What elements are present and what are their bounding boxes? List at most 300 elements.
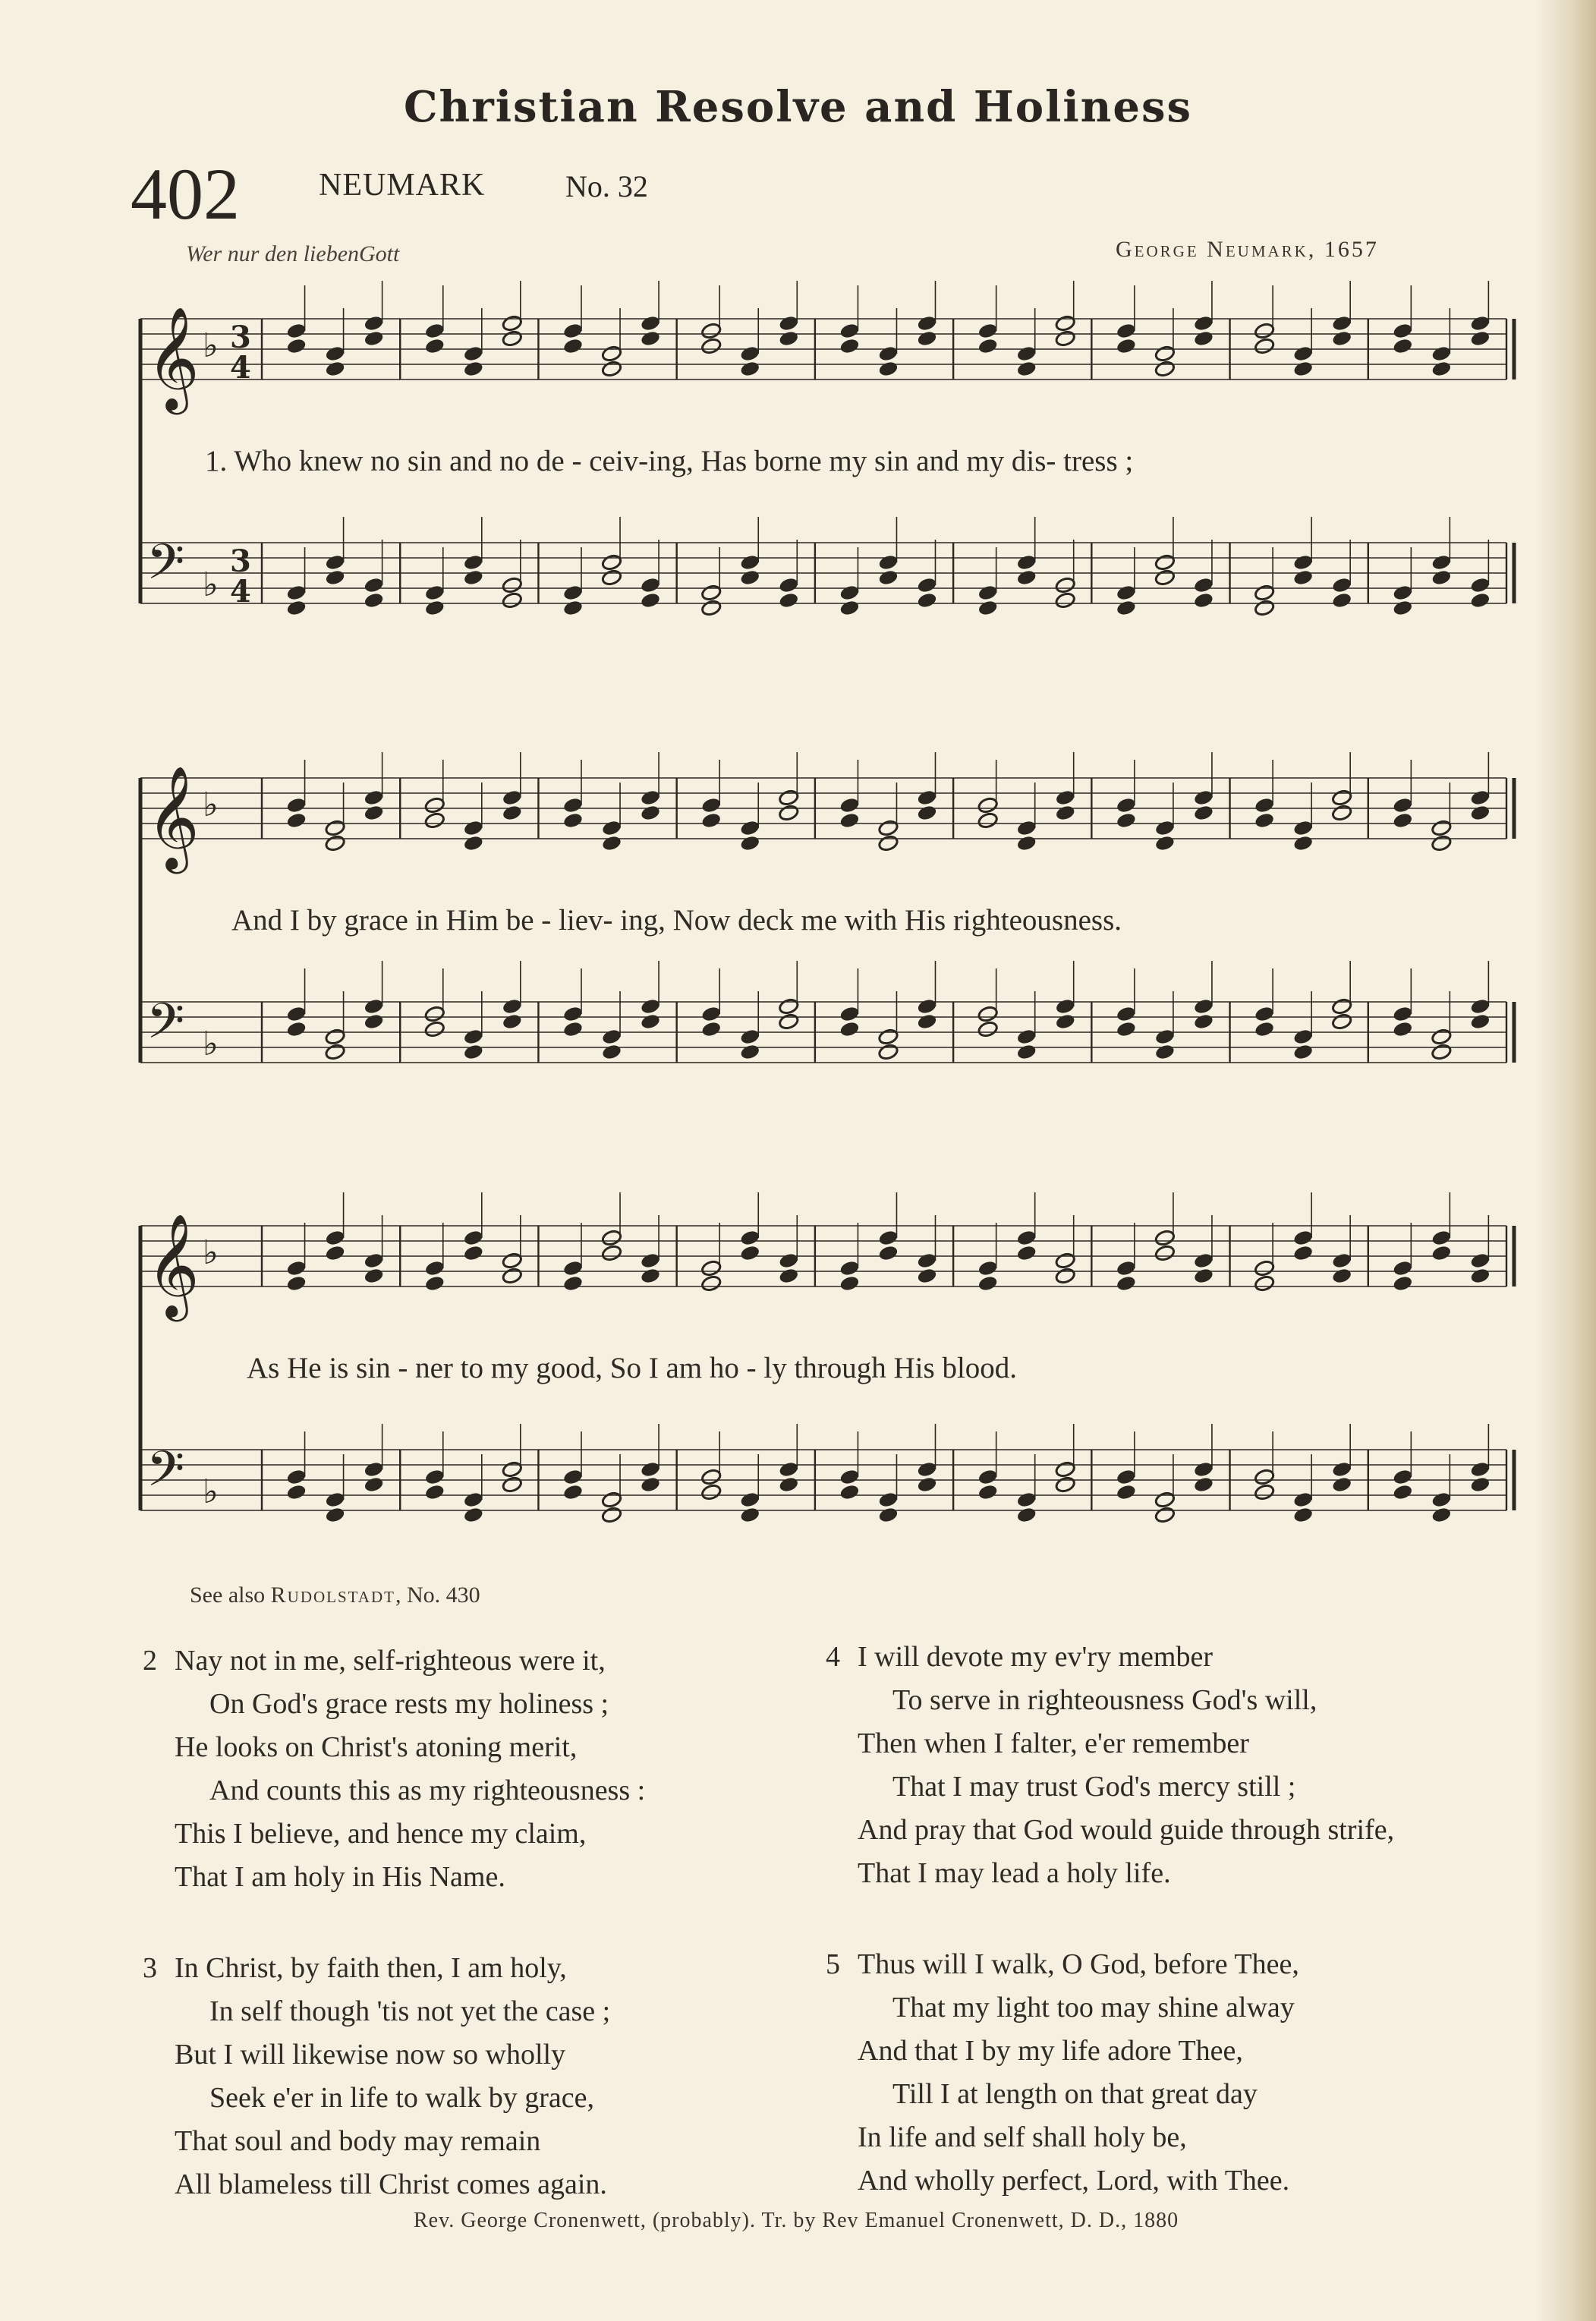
note-head xyxy=(1392,1020,1413,1038)
note-head xyxy=(1431,568,1452,586)
note-head xyxy=(424,584,445,601)
note-head xyxy=(1016,1491,1037,1508)
note-head xyxy=(1254,584,1275,601)
note-head xyxy=(916,789,937,806)
verse-line: Seek e'er in life to walk by grace, xyxy=(209,2082,594,2114)
note-head xyxy=(1116,1274,1137,1292)
treble-clef: 𝄞 xyxy=(146,764,200,869)
note-head xyxy=(1154,834,1176,852)
note-head xyxy=(839,1468,860,1485)
note-head xyxy=(640,804,661,821)
note-head xyxy=(601,568,622,586)
note-head xyxy=(916,1460,937,1478)
verse-line: In Christ, by faith then, I am holy, xyxy=(175,1952,567,1984)
note-head xyxy=(325,360,346,377)
note-head xyxy=(1154,553,1176,571)
note-head xyxy=(1292,345,1314,362)
note-head xyxy=(1469,1475,1491,1493)
note-head xyxy=(640,1252,661,1269)
note-head xyxy=(640,1460,661,1478)
note-head xyxy=(1193,591,1214,609)
note-head xyxy=(1331,1012,1352,1030)
note-head xyxy=(424,796,445,814)
note-head xyxy=(1055,1267,1076,1284)
note-head xyxy=(286,599,307,616)
note-head xyxy=(463,1244,484,1261)
note-head xyxy=(700,322,722,339)
verse-line: And that I by my life adore Thee, xyxy=(858,2035,1243,2067)
note-head xyxy=(463,1491,484,1508)
note-head xyxy=(286,1468,307,1485)
note-head xyxy=(739,1028,760,1045)
verse-line: Nay not in me, self-righteous were it, xyxy=(175,1645,606,1677)
note-head xyxy=(1392,599,1413,616)
note-head xyxy=(562,1274,584,1292)
note-head xyxy=(424,1468,445,1485)
note-head xyxy=(700,337,722,354)
note-head xyxy=(700,599,722,616)
note-head xyxy=(1392,322,1413,339)
note-head xyxy=(1193,576,1214,594)
note-head xyxy=(1331,329,1352,347)
note-head xyxy=(286,1020,307,1038)
verse-3 xyxy=(143,1947,611,2206)
note-head xyxy=(1254,1483,1275,1501)
note-head xyxy=(778,1012,799,1030)
verse-line: He looks on Christ's atoning merit, xyxy=(175,1731,578,1763)
note-head xyxy=(463,819,484,836)
note-head xyxy=(325,834,346,852)
note-head xyxy=(1469,576,1491,594)
note-head xyxy=(1016,1506,1037,1523)
note-head xyxy=(1331,314,1352,332)
note-head xyxy=(877,819,899,836)
treble-clef: 𝄞 xyxy=(146,1212,200,1317)
see-also-note xyxy=(190,1583,480,1608)
verse-line: That I may lead a holy life. xyxy=(858,1857,1171,1889)
note-head xyxy=(739,1506,760,1523)
note-head xyxy=(1431,1229,1452,1246)
note-head xyxy=(1254,1005,1275,1022)
note-head xyxy=(463,834,484,852)
note-head xyxy=(562,584,584,601)
note-head xyxy=(1431,819,1452,836)
note-head xyxy=(640,1267,661,1284)
note-head xyxy=(1292,1229,1314,1246)
note-head xyxy=(601,819,622,836)
bass-clef: 𝄢 xyxy=(146,994,185,1062)
note-head xyxy=(286,1483,307,1501)
note-head xyxy=(1392,811,1413,829)
note-head xyxy=(463,360,484,377)
note-head xyxy=(562,811,584,829)
note-head xyxy=(364,789,385,806)
see-also-prefix: See also xyxy=(190,1583,266,1608)
note-head xyxy=(640,1012,661,1030)
note-head xyxy=(1331,591,1352,609)
note-head xyxy=(1116,584,1137,601)
time-signature-top: 3 xyxy=(230,543,251,579)
see-also-number: , No. 430 xyxy=(395,1583,480,1608)
note-head xyxy=(1193,1475,1214,1493)
note-head xyxy=(1016,1229,1037,1246)
note-head xyxy=(1116,599,1137,616)
note-head xyxy=(700,1259,722,1277)
note-head xyxy=(916,1475,937,1493)
note-head xyxy=(601,1506,622,1523)
note-head xyxy=(1331,804,1352,821)
note-head xyxy=(1392,337,1413,354)
note-head xyxy=(502,591,523,609)
note-head xyxy=(286,811,307,829)
note-head xyxy=(1292,1028,1314,1045)
note-head xyxy=(1055,997,1076,1015)
note-head xyxy=(502,789,523,806)
note-head xyxy=(1116,1468,1137,1485)
note-head xyxy=(364,804,385,821)
note-head xyxy=(700,796,722,814)
time-signature-top: 3 xyxy=(230,320,251,355)
note-head xyxy=(601,834,622,852)
lyric-line-1: 1. Who knew no sin and no de - ceiv-ing, Has borne my sin and my dis- tress ; xyxy=(205,445,1134,477)
note-head xyxy=(1254,796,1275,814)
note-head xyxy=(1116,1483,1137,1501)
note-head xyxy=(1016,360,1037,377)
note-head xyxy=(286,322,307,339)
verse-line: To serve in righteousness God's will, xyxy=(892,1684,1317,1716)
note-head xyxy=(1331,997,1352,1015)
note-head xyxy=(1469,1252,1491,1269)
bass-clef: 𝄢 xyxy=(146,1441,185,1510)
time-signature-bottom: 4 xyxy=(230,350,251,386)
note-head xyxy=(601,1491,622,1508)
verse-line: In self though 'tis not yet the case ; xyxy=(209,1995,611,2027)
note-head xyxy=(1292,1244,1314,1261)
note-head xyxy=(1331,1252,1352,1269)
note-head xyxy=(1431,1028,1452,1045)
note-head xyxy=(839,811,860,829)
note-head xyxy=(1254,599,1275,616)
note-head xyxy=(1431,553,1452,571)
tune-reference: No. 32 xyxy=(565,169,648,203)
verse-line: And pray that God would guide through strife, xyxy=(858,1814,1395,1846)
note-head xyxy=(916,804,937,821)
verse-line: But I will likewise now so wholly xyxy=(175,2039,566,2071)
note-head xyxy=(364,1267,385,1284)
note-head xyxy=(839,1274,860,1292)
verse-number: 4 xyxy=(826,1641,840,1673)
note-head xyxy=(778,576,799,594)
note-head xyxy=(977,796,999,814)
note-head xyxy=(286,337,307,354)
note-head xyxy=(364,329,385,347)
note-head xyxy=(778,314,799,332)
note-head xyxy=(916,997,937,1015)
note-head xyxy=(1254,1468,1275,1485)
note-head xyxy=(739,345,760,362)
note-head xyxy=(1055,1475,1076,1493)
note-head xyxy=(1154,1028,1176,1045)
note-head xyxy=(1055,329,1076,347)
verse-line: That I may trust God's mercy still ; xyxy=(892,1771,1296,1803)
note-head xyxy=(916,591,937,609)
note-head xyxy=(1469,1460,1491,1478)
note-head xyxy=(364,1252,385,1269)
verse-4 xyxy=(826,1636,1395,1895)
note-head xyxy=(700,1468,722,1485)
note-head xyxy=(364,591,385,609)
note-head xyxy=(601,360,622,377)
note-head xyxy=(1116,796,1137,814)
note-head xyxy=(562,1259,584,1277)
treble-clef: 𝄞 xyxy=(146,305,200,410)
note-head xyxy=(877,1506,899,1523)
note-head xyxy=(778,804,799,821)
note-head xyxy=(424,1020,445,1038)
note-head xyxy=(877,1229,899,1246)
note-head xyxy=(562,796,584,814)
lyric-line-2: And I by grace in Him be - liev- ing, Now deck me with His righteousness. xyxy=(231,904,1122,937)
note-head xyxy=(502,576,523,594)
note-head xyxy=(839,1005,860,1022)
note-head xyxy=(463,553,484,571)
note-head xyxy=(1154,1491,1176,1508)
note-head xyxy=(778,1252,799,1269)
note-head xyxy=(1055,1460,1076,1478)
note-head xyxy=(1055,591,1076,609)
note-head xyxy=(1469,789,1491,806)
note-head xyxy=(1154,1043,1176,1060)
note-head xyxy=(739,1043,760,1060)
note-head xyxy=(700,1005,722,1022)
note-head xyxy=(1116,1005,1137,1022)
note-head xyxy=(1292,834,1314,852)
note-head xyxy=(562,322,584,339)
note-head xyxy=(700,584,722,601)
note-head xyxy=(839,1483,860,1501)
note-head xyxy=(424,1274,445,1292)
verse-line: All blameless till Christ comes again. xyxy=(175,2168,607,2200)
note-head xyxy=(1431,1244,1452,1261)
note-head xyxy=(1469,591,1491,609)
note-head xyxy=(1431,345,1452,362)
note-head xyxy=(1392,1005,1413,1022)
lyric-line-3: As He is sin - ner to my good, So I am ho - ly through His blood. xyxy=(247,1352,1018,1384)
note-head xyxy=(877,553,899,571)
verse-number: 3 xyxy=(143,1952,157,1984)
note-head xyxy=(1016,553,1037,571)
note-head xyxy=(1292,1491,1314,1508)
note-head xyxy=(700,1020,722,1038)
note-head xyxy=(1331,1460,1352,1478)
note-head xyxy=(1431,360,1452,377)
note-head xyxy=(778,329,799,347)
music-system-3 xyxy=(0,1188,1596,1613)
note-head xyxy=(977,337,999,354)
note-head xyxy=(877,345,899,362)
key-signature-flat: ♭ xyxy=(203,786,219,824)
music-system-2 xyxy=(0,740,1596,1165)
note-head xyxy=(1154,1506,1176,1523)
note-head xyxy=(1431,1043,1452,1060)
note-head xyxy=(778,1475,799,1493)
note-head xyxy=(1331,1475,1352,1493)
note-head xyxy=(286,1005,307,1022)
note-head xyxy=(502,997,523,1015)
note-head xyxy=(1469,329,1491,347)
note-head xyxy=(463,1028,484,1045)
note-head xyxy=(1193,329,1214,347)
note-head xyxy=(1193,1460,1214,1478)
note-head xyxy=(1193,789,1214,806)
note-head xyxy=(601,1028,622,1045)
note-head xyxy=(562,1483,584,1501)
verse-5 xyxy=(826,1943,1299,2203)
note-head xyxy=(325,568,346,586)
verse-line: This I believe, and hence my claim, xyxy=(175,1818,587,1850)
key-signature-flat: ♭ xyxy=(203,1472,219,1511)
note-head xyxy=(601,553,622,571)
note-head xyxy=(463,1506,484,1523)
note-head xyxy=(916,576,937,594)
note-head xyxy=(286,584,307,601)
note-head xyxy=(325,1028,346,1045)
note-head xyxy=(601,345,622,362)
note-head xyxy=(1154,360,1176,377)
key-signature-flat: ♭ xyxy=(203,1025,219,1063)
note-head xyxy=(640,591,661,609)
note-head xyxy=(562,1468,584,1485)
note-head xyxy=(1292,1506,1314,1523)
note-head xyxy=(977,1259,999,1277)
note-head xyxy=(325,1043,346,1060)
note-head xyxy=(1292,360,1314,377)
note-head xyxy=(1254,1259,1275,1277)
key-signature-flat: ♭ xyxy=(203,1233,219,1272)
note-head xyxy=(1116,1020,1137,1038)
note-head xyxy=(839,796,860,814)
verse-line: That soul and body may remain xyxy=(175,2125,541,2157)
note-head xyxy=(325,819,346,836)
note-head xyxy=(325,1491,346,1508)
note-head xyxy=(739,1491,760,1508)
note-head xyxy=(1016,568,1037,586)
note-head xyxy=(286,796,307,814)
note-head xyxy=(1116,322,1137,339)
note-head xyxy=(424,1005,445,1022)
note-head xyxy=(424,811,445,829)
note-head xyxy=(562,599,584,616)
note-head xyxy=(700,1483,722,1501)
note-head xyxy=(778,789,799,806)
note-head xyxy=(1392,1259,1413,1277)
note-head xyxy=(839,599,860,616)
note-head xyxy=(877,1244,899,1261)
note-head xyxy=(1431,1491,1452,1508)
note-head xyxy=(1469,314,1491,332)
note-head xyxy=(640,314,661,332)
note-head xyxy=(502,329,523,347)
note-head xyxy=(424,1259,445,1277)
verse-number: 5 xyxy=(826,1948,840,1980)
composer-credit: George Neumark, 1657 xyxy=(1116,237,1379,262)
note-head xyxy=(916,1252,937,1269)
note-head xyxy=(1116,811,1137,829)
note-head xyxy=(601,1229,622,1246)
note-head xyxy=(977,599,999,616)
note-head xyxy=(877,1028,899,1045)
note-head xyxy=(1016,345,1037,362)
note-head xyxy=(364,997,385,1015)
verse-line: That I am holy in His Name. xyxy=(175,1861,505,1893)
note-head xyxy=(1193,314,1214,332)
note-head xyxy=(1055,314,1076,332)
note-head xyxy=(977,584,999,601)
section-title: Christian Resolve and Holiness xyxy=(403,82,1193,132)
note-head xyxy=(1331,1267,1352,1284)
note-head xyxy=(325,1244,346,1261)
note-head xyxy=(877,360,899,377)
bass-clef: 𝄢 xyxy=(146,534,185,603)
note-head xyxy=(364,314,385,332)
note-head xyxy=(1055,804,1076,821)
german-first-line: Wer nur den liebenGott xyxy=(186,241,400,266)
note-head xyxy=(601,1244,622,1261)
time-signature-bottom: 4 xyxy=(230,574,251,609)
note-head xyxy=(364,1475,385,1493)
verse-line: And wholly perfect, Lord, with Thee. xyxy=(858,2165,1290,2197)
note-head xyxy=(877,1491,899,1508)
note-head xyxy=(1154,819,1176,836)
verse-line: Thus will I walk, O God, before Thee, xyxy=(858,1948,1299,1980)
note-head xyxy=(877,1043,899,1060)
note-head xyxy=(1055,576,1076,594)
hymn-number: 402 xyxy=(131,153,240,235)
note-head xyxy=(877,568,899,586)
note-head xyxy=(1292,568,1314,586)
note-head xyxy=(1254,1274,1275,1292)
note-head xyxy=(1392,584,1413,601)
note-head xyxy=(778,1267,799,1284)
note-head xyxy=(286,1274,307,1292)
note-head xyxy=(739,568,760,586)
note-head xyxy=(562,337,584,354)
verse-line: I will devote my ev'ry member xyxy=(858,1641,1213,1673)
note-head xyxy=(424,599,445,616)
note-head xyxy=(1469,1267,1491,1284)
note-head xyxy=(916,329,937,347)
note-head xyxy=(325,553,346,571)
note-head xyxy=(1331,576,1352,594)
note-head xyxy=(1193,804,1214,821)
note-head xyxy=(325,1229,346,1246)
text-credits: Rev. George Cronenwett, (probably). Tr. by Rev Emanuel Cronenwett, D. D., 1880 xyxy=(414,2209,1179,2232)
note-head xyxy=(601,1043,622,1060)
note-head xyxy=(364,576,385,594)
see-also-tune: Rudolstadt xyxy=(270,1583,395,1608)
note-head xyxy=(424,1483,445,1501)
note-head xyxy=(1193,1267,1214,1284)
note-head xyxy=(1055,1252,1076,1269)
note-head xyxy=(640,1475,661,1493)
note-head xyxy=(1331,789,1352,806)
note-head xyxy=(463,1229,484,1246)
note-head xyxy=(562,1005,584,1022)
note-head xyxy=(463,1043,484,1060)
note-head xyxy=(502,1460,523,1478)
note-head xyxy=(325,345,346,362)
note-head xyxy=(562,1020,584,1038)
